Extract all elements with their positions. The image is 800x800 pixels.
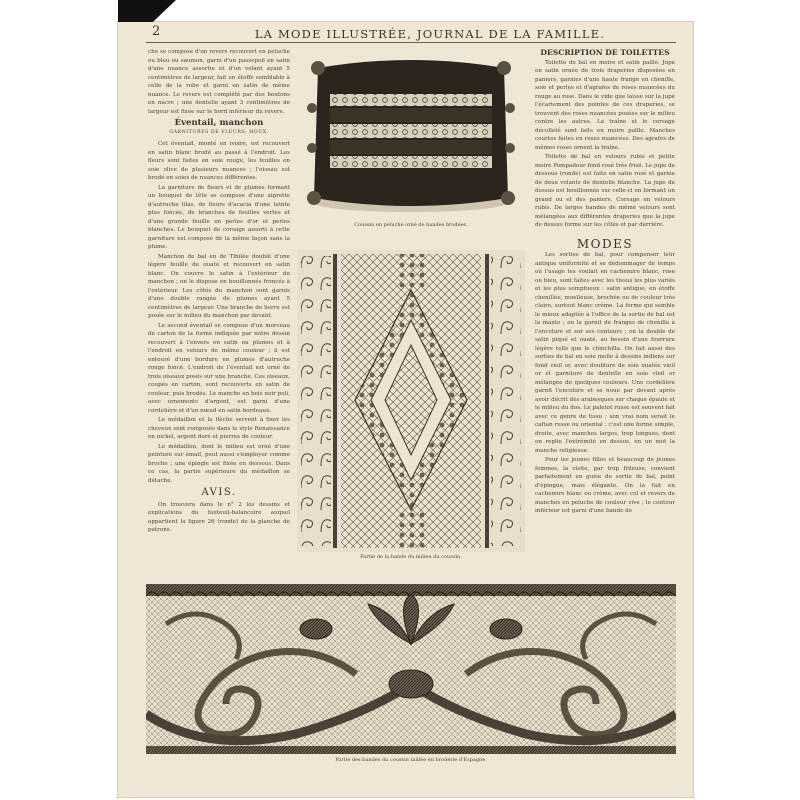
eventail-paragraph: Cet éventail, monté en ivoire, est recouvert en satin blanc brodé au passé à l'endroit. Les fleurs sont faites en soie rouge, les feuilles en soie olive de plusieurs nuances ; l'oiseau est brodé en soies de nuances différentes. [148, 141, 290, 181]
eventail-paragraph: La garniture de fleurs et de plumes formant un bouquet de tête se compose d'une aigrette d'autruche lilas, de fleurs d'acacia d'une teinte plus foncée, de branches de feuilles vertes et d'une grande feuille en perles d'or et perles blanches. Le bouquet de corsage assorti à cette garniture est composé de la même façon sans la plume. [148, 184, 290, 250]
description-paragraph: Toilette de bal en moire et satin paille. Jupe en satin ornée de trois draperies disposées en paniers, garnies d'une haute frange en chenille, soie et perles et d'agrafes de roses nuancées du rouge au rose. Dans le vide que laisse sur la jupe l'écartement des pointes de ces draperies, se trouvent des roses nuancées posées sur le milieu contre les autres. La traîne et le corsage décolleté sont faits en moire paille. Manches courtes faites en roses nuancées. Des agrafes de mêmes roses ornent la traîne. [535, 59, 675, 151]
modes-title: MODES [576, 236, 634, 251]
eventail-paragraph: Le second éventail se compose d'un morceau de carton de la forme indiquée par notre dessin recouvert à l'envers en satin ou plumes et à l'endroit en velours de même couleur ; il est entouré d'une bordure en plumes d'autruche rouge foncé. L'endroit de l'éventail est orné de trois oiseaux posés sur une branche. Ces oiseaux, coupés en carton, sont recouverts en satin de couleur, puis brodés. Le manche en bois noir poli, avec ornements d'argent, est garni d'une cordelière et d'un nœud en satin bordeaux. [148, 322, 290, 414]
modes-paragraph: Pour les jeunes filles et beaucoup de jeunes femmes, la visite, par trop frileuse, convient parfaitement en guise de sortie de bal, point d'épingue, mais élégante. On la fait en cachemire blanc ou crème, avec col et revers de manches en peluche de couleur vive ; le contour inférieur est garni d'une bande de [535, 457, 675, 514]
corner-shadow [118, 0, 176, 22]
lace-border-caption: Partie des bandes du coussin taillée en broderie d'Espagne. [335, 757, 487, 763]
lace-border-illustration [146, 584, 676, 754]
header-rule [146, 42, 676, 43]
cushion-illustration [300, 48, 522, 220]
band-illustration [297, 250, 525, 552]
avis-title: AVIS. [201, 487, 237, 498]
section-subtitle-eventail: GARNITURES DE FLEURS, HOUX. [169, 129, 269, 135]
modes-paragraph: Les sorties de bal, pour compenser leur antique uniformité et se dédommager de temps où l'usage les voulait en cachemire blanc, rose ou bleu, sont faites avec les tissus les plus variés et les plus somptueux : satin antique, en étoffe chenillée, moelleuse, brochée ou de couleur très claire, surtout blanc crème. La forme qui semble le mieux adaptée à l'office de la sortie de bal est la mante ; on la garnit de franges de chenille à l'encolure et sur ses contours ; on la double de satin piqué et ouaté, au besoin d'une fourrure légère telle que le chinchilla. On fait aussi des sorties de bal en soie molle à dessins indiens sur fond vieil or, avec doublure de soie ouatée vieil or et garniture de dentelle en soie vieil or mélangée de quelques couleurs. Une cordelière garnit l'encolure et se noue par devant après avoir décrit des arabesques sur chaque épaule et le milieu du dos. Le paletot russe est souvent fait avec ce genre de tissu ; son vrai nom serait le caftan russe ou oriental : c'est une forme simple, droite, avec manches larges, trop longues, dont on replie l'extrémité en dessus, en un mot la manche religieuse. [535, 252, 675, 454]
cushion-caption: Coussin en peluche orné de bandes brodées. [354, 222, 468, 228]
eventail-paragraph: Manchon de bal en de Tibilée doublé d'une légère feuille de ouaté et recouvert en satin blanc. On couvre le satin à l'extérieur du manchon ; on le dispose en bouillonnés froncés à l'extérieur. Les côtés du manchon sont garnis d'une double rangée de plumes ayant 5 centimètres de largeur. Une branche de lierre est posée sur le milieu du manchon par devant. [148, 253, 290, 319]
page-number: 2 [152, 24, 161, 39]
right-column [535, 46, 675, 586]
page-header-title: LA MODE ILLUSTRÉE, JOURNAL DE LA FAMILLE. [254, 27, 606, 41]
avis-text: On trouvera dans le n° 2 les dessins et explications du fauteuil-balancoire auquel appartient la figure 26 (ronde) de la planche de patrons. [148, 501, 290, 533]
eventail-paragraph: Le médaillon et la flèche servent à fixer les cheveux sont composés dans le style Renaissance en nickel, argent doré et pierres de couleur. [148, 417, 290, 440]
band-caption: Partie de la bande du milieu du coussin. [360, 554, 462, 560]
section-title-eventail: Éventail, manchon [174, 118, 264, 128]
description-paragraph: Toilette de bal en velours rubis et petite moire Pompadour fond rosé très frisé. Le jupe de dessous (ronde) est faite en satin rosé et garnie de deux volants de dentelle blanche. La jupe de dessus est bouillonnée sur celle-ci en formant un grand ou et des paniers. Corsage en velours rubis. De larges bandes de même velours sont mélangées aux différentes draperies que la jupe de dessus forme sur les côtés et par derrière. [535, 154, 675, 228]
left-intro-text: che se compose d'un revers recouvert en peluche ou bleu ou saumon, garni d'un passepoil en satin d'une nuance assortie et d'un volant ayant 5 centimètres de largeur, fait en étoffe semblable à celle de la robe et garni en satin de même nuance. Le revers est complété par des boutons en nacre ; une dentelle ayant 3 centimètres de largeur est fixée sur le bord inférieur du revers. [148, 49, 290, 115]
left-column [148, 48, 290, 578]
eventail-paragraph: Le médaillon, dont le milieu est orné d'une peinture sur émail, peut aussi s'employer comme broche ; une épingle est fixée en dessous. Dans ce cas, la partie supérieure du médaillon se détache. [148, 443, 290, 484]
description-title: DESCRIPTION DE TOILETTES [540, 48, 670, 57]
